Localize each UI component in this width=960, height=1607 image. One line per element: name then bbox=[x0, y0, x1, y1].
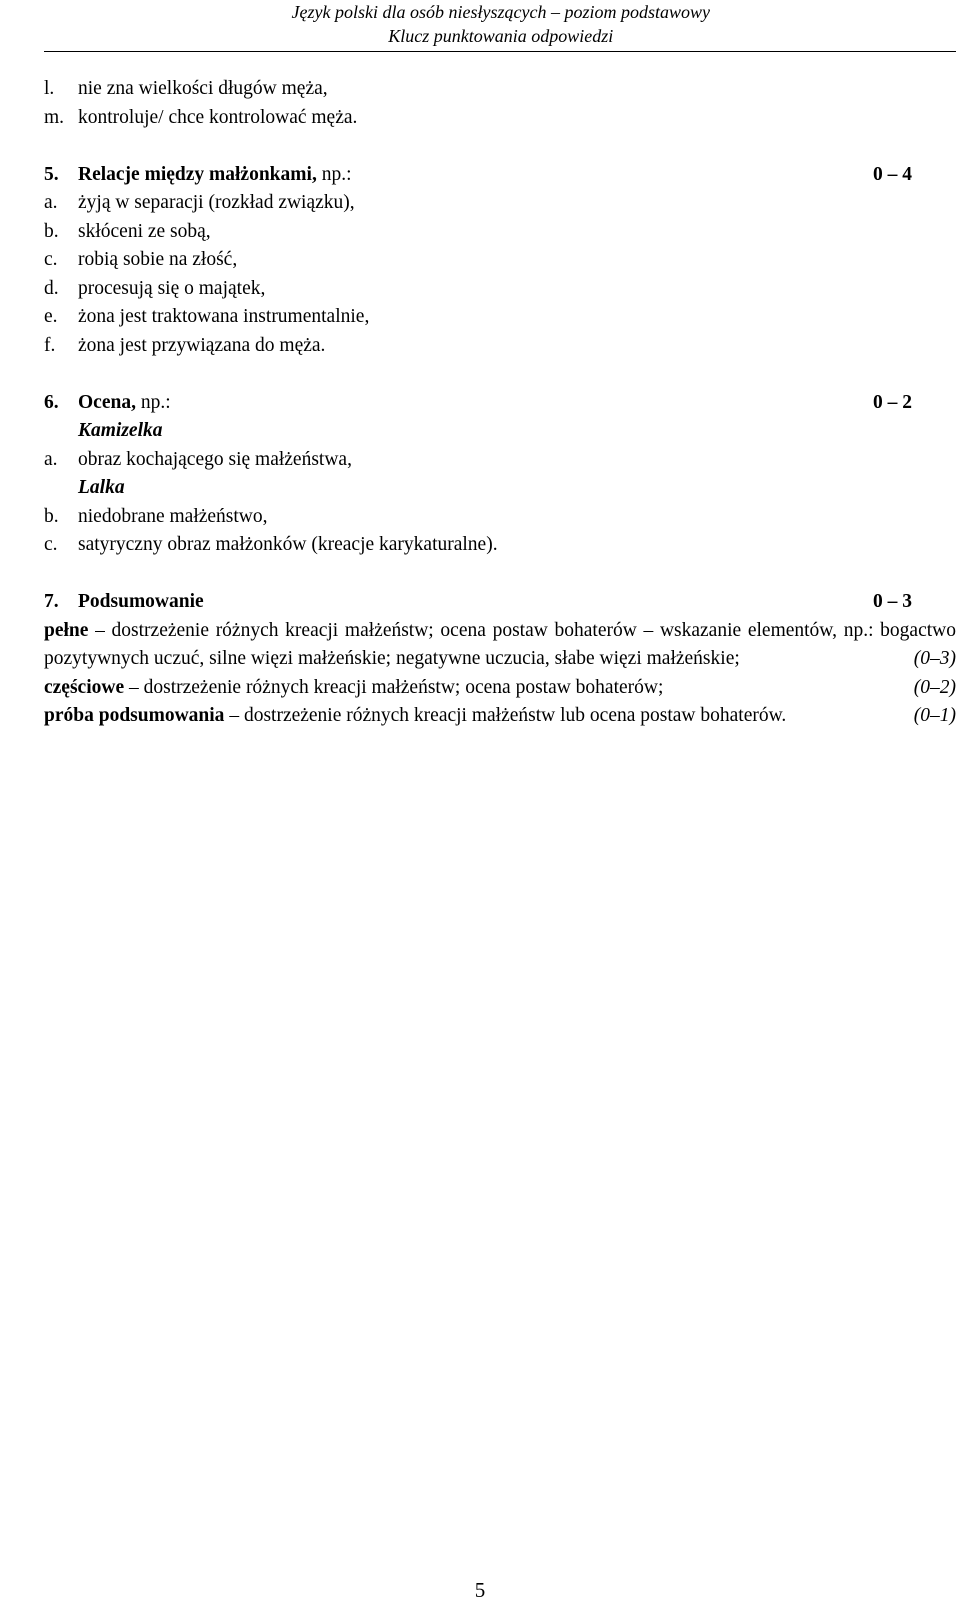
section-number: 5. bbox=[44, 163, 59, 185]
item-text: żyją w separacji (rozkład związku), bbox=[78, 192, 355, 213]
item-text: procesują się o majątek, bbox=[78, 277, 266, 299]
criterion-label: częściowe bbox=[44, 676, 125, 698]
section-score: 0 – 4 bbox=[873, 163, 912, 185]
work-title: Kamizelka bbox=[78, 420, 163, 441]
list-item bbox=[44, 246, 956, 275]
item-letter: c. bbox=[44, 534, 58, 555]
answer-key-content bbox=[44, 75, 956, 731]
list-item bbox=[44, 189, 956, 218]
header-subtitle: Klucz punktowania odpowiedzi bbox=[388, 26, 614, 46]
page-header bbox=[292, 0, 710, 48]
section-score: 0 – 2 bbox=[873, 391, 912, 413]
list-item bbox=[44, 503, 956, 532]
item-text: obraz kochającego się małżeństwa, bbox=[78, 448, 352, 470]
summary-criteria bbox=[44, 617, 956, 731]
criterion-attempt bbox=[44, 702, 956, 731]
list-item bbox=[44, 303, 956, 332]
list-item bbox=[44, 75, 956, 104]
criterion-partial bbox=[44, 674, 956, 703]
item-letter: m. bbox=[44, 106, 65, 128]
criterion-text: – dostrzeżenie różnych kreacji małżeństw; ocena postaw bohaterów; bbox=[124, 676, 664, 698]
item-text: robią sobie na złość, bbox=[78, 249, 238, 270]
item-letter: d. bbox=[44, 277, 59, 299]
criterion-label: próba podsumowania bbox=[44, 705, 225, 726]
item-text: skłóceni ze sobą, bbox=[78, 220, 211, 242]
section-heading-7 bbox=[44, 588, 956, 617]
item-letter: l. bbox=[44, 78, 55, 99]
section-score: 0 – 3 bbox=[873, 591, 912, 612]
criterion-label: pełne bbox=[44, 619, 89, 641]
item-letter: c. bbox=[44, 249, 58, 270]
item-letter: f. bbox=[44, 334, 56, 356]
item-text: żona jest przywiązana do męża. bbox=[78, 334, 326, 356]
page-number: 5 bbox=[474, 1578, 486, 1602]
section-suffix: np.: bbox=[316, 163, 352, 185]
item-letter: a. bbox=[44, 448, 58, 470]
criterion-text: – dostrzeżenie różnych kreacji małżeństw; ocena postaw bohaterów – wskazanie elementów, np.: bogactwo pozytywnych uczuć, silne więzi małżeńskie; negatywne uczucia, słabe więzi małżeńskie; bbox=[44, 619, 956, 669]
header-title: Język polski dla osób niesłyszących – poziom podstawowy bbox=[291, 2, 710, 22]
criterion-score: (0–2) bbox=[913, 676, 956, 698]
item-text: niedobrane małżeństwo, bbox=[78, 505, 268, 527]
list-item bbox=[44, 275, 956, 304]
criterion-score: (0–3) bbox=[913, 648, 956, 669]
list-item bbox=[44, 104, 956, 133]
criterion-full bbox=[44, 617, 956, 674]
section-heading-5 bbox=[44, 161, 956, 190]
section-suffix: np.: bbox=[135, 391, 171, 413]
list-item bbox=[44, 446, 956, 475]
work-title: Lalka bbox=[78, 477, 125, 498]
section-title: Relacje między małżonkami, bbox=[78, 163, 317, 185]
header-divider bbox=[44, 51, 956, 52]
item-letter: b. bbox=[44, 505, 59, 527]
list-item bbox=[44, 218, 956, 247]
item-letter: a. bbox=[44, 192, 58, 213]
list-item bbox=[44, 531, 956, 560]
section-heading-6 bbox=[44, 389, 956, 418]
item-text: satyryczny obraz małżonków (kreacje karykaturalne). bbox=[78, 534, 498, 555]
section-title: Ocena, bbox=[78, 391, 136, 413]
section-title: Podsumowanie bbox=[78, 591, 204, 612]
item-letter: b. bbox=[44, 220, 59, 242]
item-letter: e. bbox=[44, 306, 58, 327]
item-text: żona jest traktowana instrumentalnie, bbox=[78, 306, 370, 327]
item-text: nie zna wielkości długów męża, bbox=[78, 78, 328, 99]
section-number: 6. bbox=[44, 391, 59, 413]
section-number: 7. bbox=[44, 591, 59, 612]
criterion-score: (0–1) bbox=[913, 705, 956, 726]
item-text: kontroluje/ chce kontrolować męża. bbox=[78, 106, 358, 128]
criterion-text: – dostrzeżenie różnych kreacji małżeństw lub ocena postaw bohaterów. bbox=[224, 705, 787, 726]
list-item bbox=[44, 332, 956, 361]
